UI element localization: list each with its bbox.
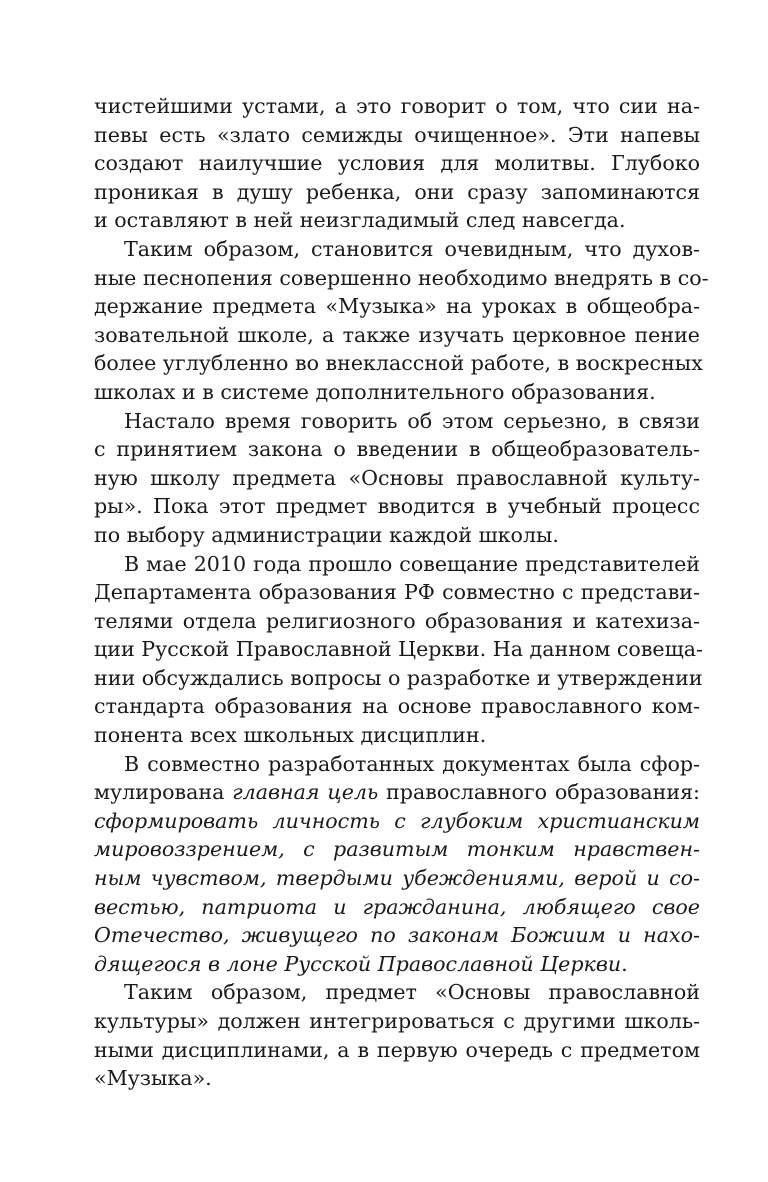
text-run: с принятием закона о введении в общеобразователь- [94, 437, 700, 462]
text-run: Таким образом, предмет «Основы православной [124, 980, 700, 1005]
text-line [94, 178, 700, 207]
text-line [94, 721, 700, 750]
text-line [94, 149, 700, 178]
text-line [94, 292, 700, 321]
text-run: и оставляют в ней неизгладимый след навсегда. [94, 208, 626, 233]
text-line [94, 835, 700, 864]
text-line [94, 235, 700, 264]
paragraph [94, 978, 700, 1092]
text-line [94, 635, 703, 664]
text-run: проникая в душу ребенка, они сразу запоминаются [94, 179, 700, 204]
paragraph [94, 92, 700, 235]
text-run: мулирована [94, 780, 233, 805]
text-line [94, 407, 700, 436]
italic-text: вестью, патриота и гражданина, любящего свое [94, 894, 700, 919]
text-run: понента всех школьных дисциплин. [94, 723, 487, 748]
text-line [94, 607, 700, 636]
text-line [94, 206, 700, 235]
paragraph [94, 550, 703, 750]
text-line [94, 1036, 700, 1065]
text-run: ции Русской Православной Церкви. На данном совеща- [94, 637, 703, 662]
italic-text: мировоззрением, с развитым тонким нравствен- [94, 837, 700, 862]
document-page [94, 92, 709, 1093]
text-run: ры». Пока этот предмет вводится в учебный процесс [94, 494, 700, 519]
text-line [94, 435, 700, 464]
text-run: «Музыка». [94, 1066, 212, 1091]
text-run: стандарта образования на основе православного ком- [94, 694, 700, 719]
text-run: Департамента образования РФ совместно с представи- [94, 580, 700, 605]
italic-text: сформировать личность с глубоким христианским [94, 808, 700, 833]
text-line [94, 121, 700, 150]
italic-text: главная цель [232, 780, 379, 805]
text-line [94, 492, 700, 521]
text-run: школах и в системе дополнительного образования. [94, 379, 656, 404]
text-run: Настало время говорить об этом серьезно, в связи [124, 408, 700, 433]
text-run: создают наилучшие условия для молитвы. Глубоко [94, 151, 700, 176]
text-run: зовательной школе, а также изучать церковное пение [94, 322, 700, 347]
italic-text: дящегося в лоне Русской Православной Церкви [94, 951, 622, 976]
text-line [94, 750, 700, 779]
text-line [94, 264, 709, 293]
text-run: более углубленно во внеклассной работе, в воскресных [94, 351, 703, 376]
text-line [94, 92, 700, 121]
text-line [94, 464, 700, 493]
text-run: В совместно разработанных документах была сфор- [124, 751, 700, 776]
text-run: В мае 2010 года прошло совещание представителей [124, 551, 700, 576]
text-run: держание предмета «Музыка» на уроках в общеобра- [94, 294, 700, 319]
paragraph [94, 750, 700, 979]
text-run: телями отдела религиозного образования и катехиза- [94, 608, 700, 633]
text-line [94, 664, 703, 693]
text-line [94, 321, 700, 350]
text-line [94, 864, 700, 893]
text-run: певы есть «злато семижды очищенное». Эти напевы [94, 122, 700, 147]
text-line [94, 1064, 700, 1093]
paragraph [94, 407, 700, 550]
text-run: культуры» должен интегрироваться с другими школь- [94, 1009, 700, 1033]
text-line [94, 778, 700, 807]
text-line [94, 978, 700, 1007]
text-line [94, 378, 700, 407]
text-line [94, 807, 700, 836]
text-run: по выбору администрации каждой школы. [94, 522, 559, 547]
text-run: . [621, 951, 628, 976]
text-line [94, 550, 700, 579]
text-line [94, 950, 700, 979]
text-line [94, 349, 703, 378]
text-run: нии обсуждались вопросы о разработке и утверждении [94, 665, 703, 690]
text-line [94, 1007, 700, 1036]
text-line [94, 521, 700, 550]
text-run: ными дисциплинами, а в первую очередь с предметом [94, 1037, 700, 1062]
text-line [94, 692, 700, 721]
text-run: ные песнопения совершенно необходимо внедрять в со- [94, 265, 709, 290]
text-line [94, 921, 700, 950]
italic-text: ным чувством, твердыми убеждениями, верой и со- [94, 866, 700, 891]
paragraph [94, 235, 709, 407]
text-run: ную школу предмета «Основы православной культу- [94, 465, 700, 490]
text-run: Таким образом, становится очевидным, что духов- [124, 236, 700, 261]
text-run: чистейшими устами, а это говорит о том, что сии на- [94, 94, 700, 118]
text-line [94, 578, 700, 607]
text-run: православного образования: [378, 780, 700, 805]
text-line [94, 893, 700, 922]
italic-text: Отечество, живущего по законам Божиим и нахо- [94, 923, 700, 948]
